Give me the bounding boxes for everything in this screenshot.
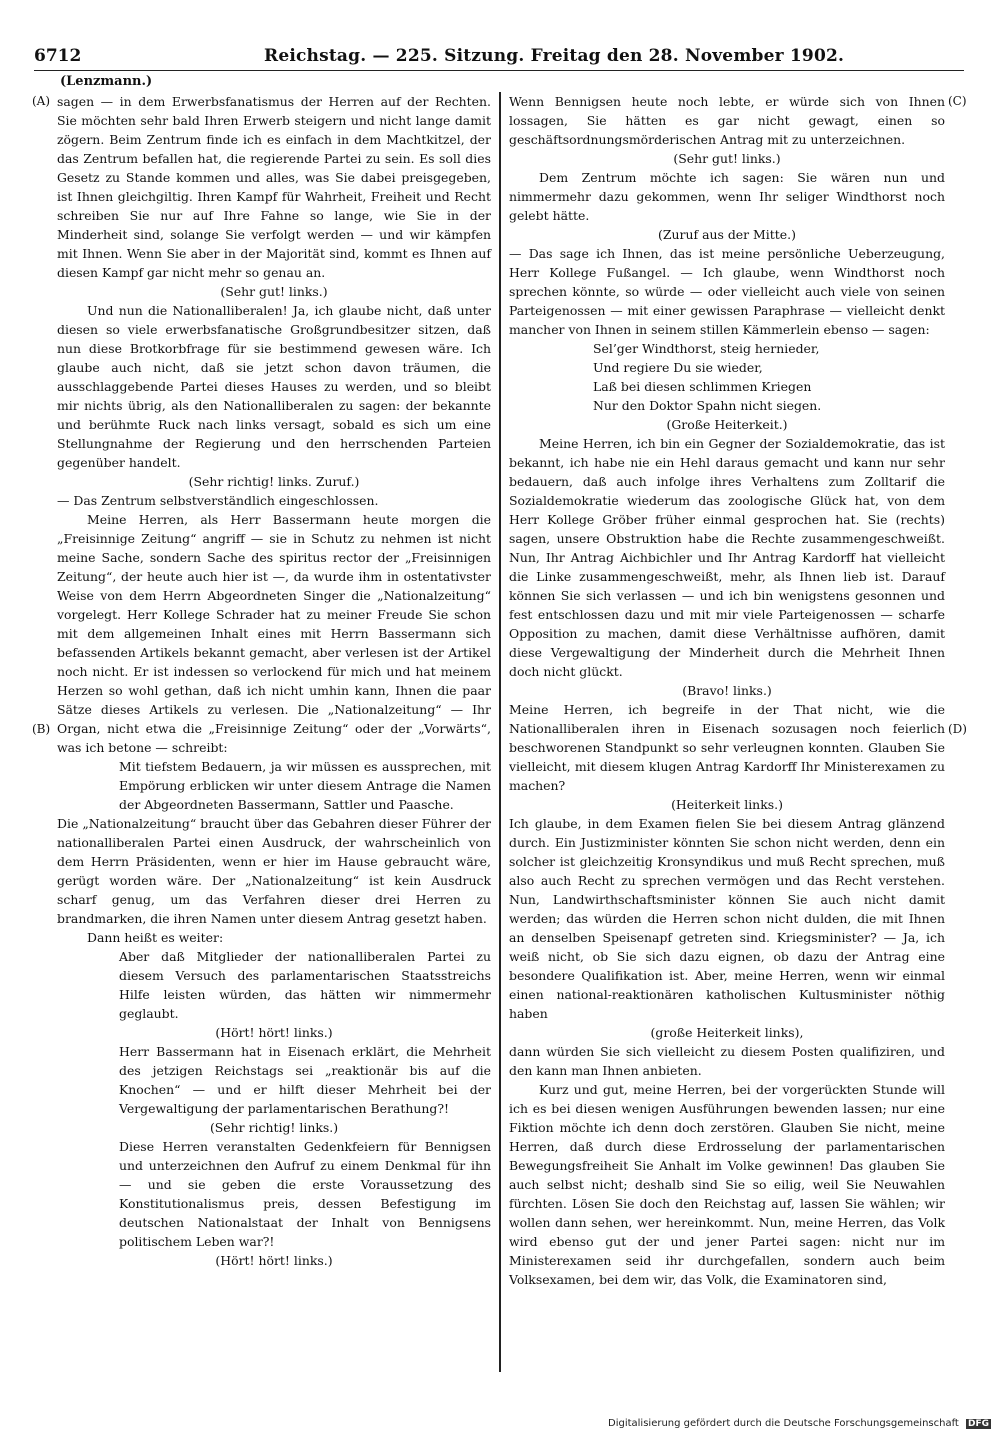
verse-line: Sel’ger Windthorst, steig hernieder, — [593, 341, 820, 356]
left-column — [57, 92, 491, 1270]
interjection: (Sehr richtig! links. Zuruf.) — [188, 474, 360, 489]
interjection: (Sehr richtig! links.) — [209, 1120, 339, 1135]
interjection: (Zuruf aus der Mitte.) — [658, 227, 796, 242]
verse-line: Und regiere Du sie wieder, — [593, 360, 763, 375]
verse-line: Nur den Doktor Spahn nicht siegen. — [593, 398, 822, 413]
paragraph: dann würden Sie sich vielleicht zu diesem Posten qualifiziren, und den kann man Ihnen anbieten. — [509, 1044, 945, 1078]
interjection: (Bravo! links.) — [682, 683, 772, 698]
footer-credit — [608, 1418, 991, 1429]
interjection: (große Heiterkeit links), — [650, 1025, 804, 1040]
margin-label-d: (D) — [948, 722, 967, 736]
paragraph: Meine Herren, ich bin ein Gegner der Sozialdemokratie, das ist bekannt, ich habe nie ein Hehl daraus gemacht und kann nur sehr bedauern, daß auch infolge ihres Verhaltens zum Zolltarif die Sozialdemokratie wiederum das zoologische Glück hat, von dem Herr Kollege Gröber früher einmal gesprochen hat. Sie (rechts) sagen, unsere Obstruktion habe die Rechte zusammengeschweißt. Nun, Ihr Antrag Aichbichler und Ihr Antrag Kardorff hat vielleicht die Linke zusammengeschweißt, mehr, als Ihnen lieb ist. Darauf können Sie sich verlassen — und ich bin wenigstens gesonnen und fest entschlossen dazu und mit mir viele Parteigenossen — scharfe Opposition zu machen, damit diese Verhältnisse aufhören, damit diese Vergewaltigung der Minderheit durch die Mehrheit Ihnen doch nicht glückt. — [509, 436, 945, 679]
margin-label-a: (A) — [32, 94, 51, 108]
speaker-name: (Lenzmann.) — [60, 74, 153, 89]
margin-label-b: (B) — [32, 722, 51, 736]
page-title: Reichstag. — 225. Sitzung. Freitag den 28. November 1902. — [264, 46, 845, 66]
paragraph: sagen — in dem Erwerbsfanatismus der Herren auf der Rechten. Sie möchten sehr bald Ihren Erwerb steigern und nicht lange damit zögern. Beim Zentrum finde ich es einfach in dem Machtkitzel, der das Zentrum befallen hat, die regierende Partei zu sein. Es soll dies Gesetz zu Stande kommen und alles, was Sie dabei preisgegeben, ist Ihnen gleichgiltig. Ihren Kampf für Wahrheit, Freiheit und Recht schreiben Sie nur auf Ihre Fahne so lange, wie Sie in der Minderheit sind, solange Sie verfolgt werden — und wir kämpfen mit Ihnen. Wenn Sie aber in der Majorität sind, kommt es Ihnen auf diesen Kampf gar nicht mehr so genau an. — [57, 94, 491, 280]
interjection: (Große Heiterkeit.) — [666, 417, 788, 432]
interjection: (Heiterkeit links.) — [671, 797, 783, 812]
margin-label-c: (C) — [948, 94, 967, 108]
quotation: Diese Herren veranstalten Gedenkfeiern für Bennigsen und unterzeichnen den Aufruf zu einem Denkmal für ihn — und sie geben die erste Voraussetzung des Konstitutionalismus preis, dessen Befestigung im deutschen Nationalstaat der Inhalt von Bennigsens politischem Leben war?! — [119, 1139, 491, 1249]
paragraph: Meine Herren, ich begreife in der That nicht, wie die Nationalliberalen ihren in Eisenach sozusagen noch feierlich beschworenen Standpunkt so sehr verleugnen konnten. Glauben Sie vielleicht, mit diesem klugen Antrag Kardorff Ihr Ministerexamen zu machen? — [509, 702, 945, 793]
paragraph: Wenn Bennigsen heute noch lebte, er würde sich von Ihnen lossagen, Sie hätten es gar nicht gewagt, einen so geschäftsordnungsmörderischen Antrag mit zu unterzeichnen. — [509, 94, 945, 147]
interjection: (Sehr gut! links.) — [220, 284, 328, 299]
paragraph: Ich glaube, in dem Examen fielen Sie bei diesem Antrag glänzend durch. Ein Justizminister könnten Sie schon nicht werden, denn ein solcher ist gleichzeitig Kronsyndikus und muß Recht sprechen, muß also auch Recht zu sprechen vermögen und das Recht verstehen. Nun, Landwirthschaftsminister können Sie auch nicht damit werden; das würden die Herren schon nicht dulden, die mit Ihnen an denselben Speisenapf getreten sind. Kriegsminister? — Ja, ich weiß nicht, ob Sie sich dazu eignen, ob dazu der Antrag eine besondere Qualifikation ist. Aber, meine Herren, wenn wir einmal einen national-reaktionären katholischen Kultusminister nöthig haben — [509, 816, 945, 1021]
page-number: 6712 — [34, 46, 82, 66]
dfg-logo: DFG — [968, 1419, 990, 1429]
paragraph: Und nun die Nationalliberalen! Ja, ich glaube nicht, daß unter diesen so viele erwerbsfanatische Großgrundbesitzer sitzen, daß nun diese Brotkorbfrage für sie bestimmend gewesen wäre. Ich glaube auch nicht, daß sie jetzt schon davon träumen, die ausschlaggebende Partei dieses Hauses zu werden, und so bleibt mir nichts übrig, als den Nationalliberalen zu sagen: der bekannte und berühmte Ruck nach links versagt, sobald es sich um eine Stellungnahme der Regierung und den herrschenden Parteien gegenüber handelt. — [57, 303, 491, 470]
paragraph: Dann heißt es weiter: — [87, 930, 224, 945]
paragraph: Kurz und gut, meine Herren, bei der vorgerückten Stunde will ich es bei diesen wenigen Ausführungen bewenden lassen; nur eine Fiktion möchte ich denn doch zerstören. Glauben Sie nicht, meine Herren, daß durch diese Erdrosselung der parlamentarischen Bewegungsfreiheit Sie Anhalt im Volke gewinnen! Das glauben Sie auch selbst nicht; deshalb sind Sie so eilig, weil Sie Neuwahlen fürchten. Lösen Sie doch den Reichstag auf, lassen Sie wählen; wir wollen dann sehen, wer hereinkommt. Nun, meine Herren, das Volk wird ebenso gut der und jener Partei sagen: nicht nur im Ministerexamen seid ihr durchgefallen, sondern auch beim Volksexamen, bei dem wir, das Volk, die Examinatoren sind, — [509, 1082, 945, 1287]
verse-line: Laß bei diesen schlimmen Kriegen — [593, 379, 812, 394]
quotation: Herr Bassermann hat in Eisenach erklärt, die Mehrheit des jetzigen Reichstags sei „reaktionär bis auf die Knochen“ — und er hilft dieser Mehrheit bei der Vergewaltigung der parlamentarischen Berathung?! — [119, 1044, 491, 1116]
interjection: (Hört! hört! links.) — [215, 1253, 333, 1268]
column-divider — [499, 92, 501, 1372]
page-header — [34, 46, 964, 71]
paragraph: Meine Herren, als Herr Bassermann heute morgen die „Freisinnige Zeitung“ angriff — sie in Schutz zu nehmen ist nicht meine Sache, sondern Sache des spiritus rector der „Freisinnigen Zeitung“, der heute auch hier ist —, da wurde ihm in ostentativster Weise von dem Herrn Abgeordneten Singer die „Nationalzeitung“ vorgelegt. Herr Kollege Schrader hat zu meiner Freude Sie schon mit dem allgemeinen Inhalt eines mit Herrn Bassermann sich befassenden Artikels bekannt gemacht, aber verlesen ist der Artikel noch nicht. Er ist indessen so verlockend für mich und hat meinem Herzen so wohl gethan, daß ich nicht umhin kann, Ihnen die paar Sätze dieses Artikels zu verlesen. Die „Nationalzeitung“ — Ihr Organ, nicht etwa die „Freisinnige Zeitung“ oder der „Vorwärts“, was ich betone — schreibt: — [57, 512, 491, 755]
quotation: Mit tiefstem Bedauern, ja wir müssen es aussprechen, mit Empörung erblicken wir unter diesem Antrage die Namen der Abgeordneten Bassermann, Sattler und Paasche. — [119, 759, 491, 812]
interjection: (Hört! hört! links.) — [215, 1025, 333, 1040]
interjection: (Sehr gut! links.) — [673, 151, 781, 166]
footer-text: Digitalisierung gefördert durch die Deutsche Forschungsgemeinschaft — [608, 1418, 959, 1429]
paragraph: Die „Nationalzeitung“ braucht über das Gebahren dieser Führer der nationalliberalen Partei einen Ausdruck, der wahrscheinlich von dem Herrn Präsidenten, wenn er hier im Hause gebraucht wäre, gerügt worden wäre. Der „Nationalzeitung“ ist kein Ausdruck scharf genug, um das Verfahren dieser drei Herren zu brandmarken, die ihren Namen unter diesem Antrag gesetzt haben. — [57, 816, 491, 926]
paragraph: — Das Zentrum selbstverständlich eingeschlossen. — [57, 493, 379, 508]
right-column — [509, 92, 945, 1289]
paragraph: Dem Zentrum möchte ich sagen: Sie wären nun und nimmermehr dazu gekommen, wenn Ihr seliger Windthorst noch gelebt hätte. — [509, 170, 945, 223]
quotation: Aber daß Mitglieder der nationalliberalen Partei zu diesem Versuch des parlamentarischen Staatsstreichs Hilfe leisten würden, das hätten wir nimmermehr geglaubt. — [119, 949, 491, 1021]
paragraph: — Das sage ich Ihnen, das ist meine persönliche Ueberzeugung, Herr Kollege Fußangel. — Ich glaube, wenn Windthorst noch sprechen könnte, so würde — oder vielleicht auch viele von seinen Parteigenossen — mit einer gewissen Paraphrase — vielleicht denkt mancher von Ihnen in seinem stillen Kämmerlein ebenso — sagen: — [509, 246, 945, 337]
